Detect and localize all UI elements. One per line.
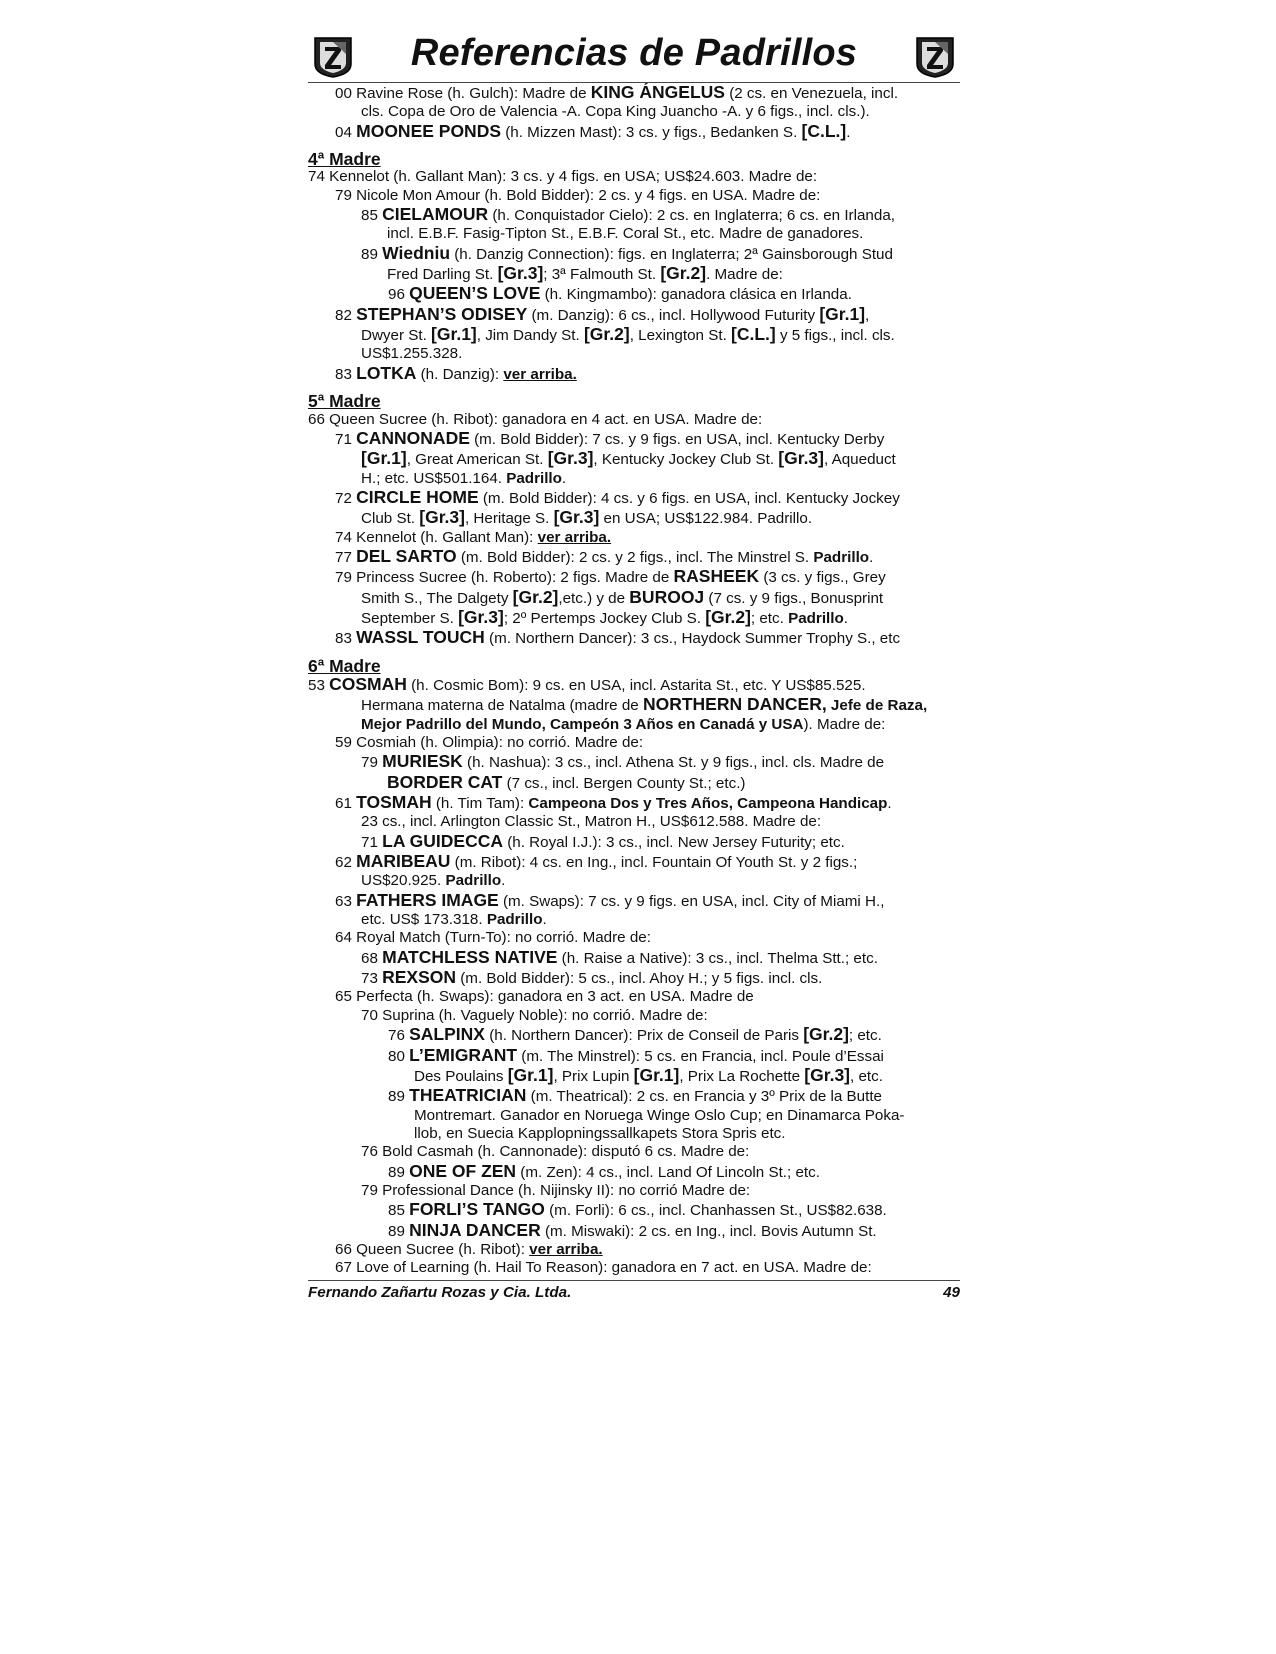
emphasis-text: Padrillo xyxy=(486,911,543,929)
pedigree-entry xyxy=(361,1182,960,1200)
horse-name: [Gr.1] xyxy=(431,324,477,345)
pedigree-entry xyxy=(361,948,960,968)
entry-text: 66 Queen Sucree (h. Ribot): xyxy=(335,1240,530,1258)
horse-name: [Gr.1] xyxy=(633,1064,680,1085)
entry-continuation xyxy=(361,508,960,528)
horse-name: [Gr.1] xyxy=(361,448,407,469)
entry-text: (2 cs. en Venezuela, incl. xyxy=(724,85,899,102)
horse-name: [Gr.2] xyxy=(803,1024,849,1045)
entry-text: . Madre de: xyxy=(706,266,783,284)
entry-text: 89 xyxy=(361,245,383,263)
entry-text: , Kentucky Jockey Club St. xyxy=(593,451,779,469)
entry-text: 74 Kennelot (h. Gallant Man): xyxy=(335,528,538,546)
entry-text: 66 Queen Sucree (h. Ribot): ganadora en 4 act. en USA. Madre de: xyxy=(308,410,763,428)
pedigree-entry xyxy=(361,968,960,988)
entry-text: , Prix Lupin xyxy=(553,1067,634,1085)
entry-text: Hermana materna de Natalma (madre de xyxy=(361,697,643,715)
horse-name: QUEEN’S LOVE xyxy=(409,283,541,304)
entry-text: (m. Bold Bidder): 7 cs. y 9 figs. en USA, incl. Kentucky Derby xyxy=(469,430,885,448)
horse-name: NINJA DANCER xyxy=(409,1219,541,1240)
pedigree-entry xyxy=(361,1007,960,1025)
entry-continuation xyxy=(387,225,960,243)
pedigree-entry xyxy=(335,1241,960,1259)
horse-name: LA GUIDECCA xyxy=(382,830,504,851)
pedigree-entry xyxy=(388,284,960,304)
pedigree-entry xyxy=(335,567,960,587)
pedigree-entry xyxy=(335,488,960,508)
entry-text: 79 Nicole Mon Amour (h. Bold Bidder): 2 cs. y 4 figs. en USA. Madre de: xyxy=(335,186,821,204)
horse-name: CIRCLE HOME xyxy=(356,486,479,507)
entry-text: (7 cs., incl. Bergen County St.; etc.) xyxy=(502,774,746,792)
entry-text: (h. Mizzen Mast): 3 cs. y figs., Bedanken S. xyxy=(501,123,802,141)
horse-name: FORLI’S TANGO xyxy=(409,1199,545,1220)
entry-text: Smith S., The Dalgety xyxy=(361,589,513,607)
entry-text: (h. Nashua): 3 cs., incl. Athena St. y 9 figs., incl. cls. Madre de xyxy=(462,754,885,772)
horse-name: RASHEEK xyxy=(673,566,760,587)
horse-name: [Gr.2] xyxy=(705,606,751,627)
entry-text: 79 Professional Dance (h. Nijinsky II): no corrió Madre de: xyxy=(361,1181,751,1199)
logo-icon xyxy=(914,34,956,78)
emphasis-text: Campeona Dos y Tres Años, Campeona Handicap xyxy=(528,795,888,813)
emphasis-text: Padrillo xyxy=(813,548,870,566)
entry-text: (h. Conquistador Cielo): 2 cs. en Inglaterra; 6 cs. en Irlanda, xyxy=(488,207,895,225)
pedigree-entry xyxy=(388,1025,960,1045)
horse-name: [Gr.3] xyxy=(497,263,544,284)
pedigree-entry xyxy=(335,305,960,325)
horse-name: TOSMAH xyxy=(356,792,432,813)
pedigree-entry xyxy=(335,793,960,813)
entry-text: 83 xyxy=(335,630,357,648)
entry-text: (m. Forli): 6 cs., incl. Chanhassen St., US$82.638. xyxy=(544,1202,887,1220)
entry-text: ; 3ª Falmouth St. xyxy=(543,266,661,284)
entry-text: . xyxy=(501,872,506,890)
emphasis-text: Padrillo xyxy=(788,609,844,627)
section-heading: 4ª Madre xyxy=(308,149,381,170)
entry-text: . xyxy=(843,609,848,627)
pedigree-entry xyxy=(335,547,960,567)
entry-text: 74 Kennelot (h. Gallant Man): 3 cs. y 4 figs. en USA; US$24.603. Madre de: xyxy=(308,168,818,186)
pedigree-entry xyxy=(388,1221,960,1241)
horse-name: NORTHERN DANCER, xyxy=(642,694,827,715)
entry-text: 80 xyxy=(388,1047,410,1065)
horse-name: [Gr.3] xyxy=(804,1064,851,1085)
horse-name: LOTKA xyxy=(356,362,417,383)
entry-text: y 5 figs., incl. cls. xyxy=(775,327,895,345)
entry-text: 76 xyxy=(388,1027,410,1045)
pedigree-entry xyxy=(388,1046,960,1066)
entry-text: ; 2º Pertemps Jockey Club S. xyxy=(503,609,706,627)
entry-text: 82 xyxy=(335,306,357,324)
entry-text: 89 xyxy=(388,1222,410,1240)
horse-name: ONE OF ZEN xyxy=(409,1160,517,1181)
pedigree-entry xyxy=(335,1259,960,1277)
horse-name: [Gr.1] xyxy=(507,1064,554,1085)
page-header xyxy=(308,28,960,83)
entry-continuation xyxy=(414,1107,960,1125)
pedigree-entry xyxy=(361,1143,960,1161)
horse-name: MATCHLESS NATIVE xyxy=(382,946,558,967)
pedigree-entry xyxy=(335,122,960,142)
entry-text: 59 Cosmiah (h. Olimpia): no corrió. Madre de: xyxy=(335,734,644,751)
entry-text: (h. Royal I.J.): 3 cs., incl. New Jersey Futurity; etc. xyxy=(503,833,845,851)
entry-text: , Heritage S. xyxy=(464,510,554,528)
entry-text: . xyxy=(869,548,874,566)
entry-text: 85 xyxy=(361,207,383,225)
entry-text: 96 xyxy=(388,286,410,304)
horse-name: MURIESK xyxy=(382,751,463,772)
pedigree-entry xyxy=(388,1200,960,1220)
entry-text: . xyxy=(561,469,567,487)
entry-text: ; etc. xyxy=(848,1027,882,1045)
emphasis-text: Padrillo xyxy=(506,469,562,487)
entry-text: , Prix La Rochette xyxy=(679,1067,805,1085)
horse-name: [Gr.3] xyxy=(419,507,465,528)
pedigree-entry xyxy=(308,675,960,695)
page xyxy=(308,28,960,1301)
entry-text: 73 xyxy=(361,970,383,988)
horse-name: [Gr.3] xyxy=(553,507,600,528)
entry-text: 71 xyxy=(361,833,383,851)
pedigree-entry xyxy=(335,628,960,648)
entry-text: (m. Northern Dancer): 3 cs., Haydock Summer Trophy S., etc xyxy=(484,630,901,648)
horse-name: MOONEE PONDS xyxy=(356,120,502,141)
entry-text: Fred Darling St. xyxy=(387,266,498,284)
pedigree-text xyxy=(308,83,960,1278)
pedigree-entry xyxy=(335,988,960,1006)
entry-continuation xyxy=(361,470,960,488)
horse-name: L’EMIGRANT xyxy=(409,1044,518,1065)
entry-continuation xyxy=(387,264,960,284)
entry-text: cls. Copa de Oro de Valencia -A. Copa King Juancho -A. y 6 figs., incl. cls.). xyxy=(361,103,870,121)
entry-text: US$1.255.328. xyxy=(361,345,463,363)
horse-name: [C.L.] xyxy=(731,324,776,345)
entry-text: 72 xyxy=(335,489,357,507)
pedigree-entry xyxy=(361,205,960,225)
entry-text: 70 Suprina (h. Vaguely Noble): no corrió. Madre de: xyxy=(361,1006,708,1024)
entry-text: , Jim Dandy St. xyxy=(476,327,584,345)
horse-name: [Gr.3] xyxy=(778,448,824,469)
pedigree-entry xyxy=(335,429,960,449)
entry-text: 00 Ravine Rose (h. Gulch): Madre de xyxy=(335,85,591,102)
horse-name: CANNONADE xyxy=(356,427,470,448)
entry-text: (7 cs. y 9 figs., Bonusprint xyxy=(704,589,884,607)
entry-continuation xyxy=(361,695,960,715)
horse-name: SALPINX xyxy=(409,1024,485,1045)
horse-name: [Gr.2] xyxy=(660,263,707,284)
entry-text: (m. Swaps): 7 cs. y 9 figs. en USA, incl. City of Miami H., xyxy=(498,892,885,910)
entry-text: Des Poulains xyxy=(414,1067,508,1085)
horse-name: BUROOJ xyxy=(629,586,705,607)
pedigree-entry xyxy=(361,832,960,852)
entry-text: US$20.925. xyxy=(361,872,446,890)
pedigree-entry xyxy=(308,168,960,186)
entry-continuation xyxy=(361,716,960,734)
horse-name: COSMAH xyxy=(329,673,407,694)
entry-continuation xyxy=(361,325,960,345)
entry-text: 67 Love of Learning (h. Hail To Reason): ganadora en 7 act. en USA. Madre de: xyxy=(335,1259,872,1277)
entry-text: 68 xyxy=(361,949,383,967)
horse-name: DEL SARTO xyxy=(356,545,457,566)
horse-name: KING ÁNGELUS xyxy=(590,82,725,102)
entry-text: 79 Princess Sucree (h. Roberto): 2 figs. Madre de xyxy=(335,569,674,587)
entry-continuation xyxy=(361,103,960,121)
emphasis-text: Jefe de Raza, xyxy=(826,697,928,715)
entry-continuation xyxy=(414,1125,960,1143)
page-footer xyxy=(308,1280,960,1301)
horse-name: FATHERS IMAGE xyxy=(356,889,499,910)
pedigree-entry xyxy=(335,852,960,872)
entry-text: . xyxy=(887,795,892,813)
pedigree-entry xyxy=(335,187,960,205)
entry-text: 63 xyxy=(335,892,357,910)
pedigree-entry xyxy=(361,244,960,264)
entry-text: , xyxy=(865,306,870,324)
entry-continuation xyxy=(361,345,960,363)
horse-name: MARIBEAU xyxy=(356,851,451,872)
entry-text: 77 xyxy=(335,548,357,566)
footer-company: Fernando Zañartu Rozas y Cia. Ltda. xyxy=(308,1283,572,1301)
entry-text: (h. Raise a Native): 3 cs., incl. Thelma Stt.; etc. xyxy=(557,949,878,967)
entry-text: 79 xyxy=(361,754,383,772)
entry-continuation xyxy=(414,1066,960,1086)
entry-text: 89 xyxy=(388,1163,410,1181)
entry-text: 89 xyxy=(388,1088,410,1106)
entry-text: , Great American St. xyxy=(406,451,548,469)
entry-text: 71 xyxy=(335,430,357,448)
pedigree-entry xyxy=(335,929,960,947)
emphasis-text: Mejor Padrillo del Mundo, Campeón 3 Años en Canadá y USA xyxy=(361,715,804,733)
horse-name: [Gr.2] xyxy=(583,324,630,345)
entry-text: ). Madre de: xyxy=(803,715,886,733)
pedigree-entry xyxy=(335,83,960,103)
entry-text: 76 Bold Casmah (h. Cannonade): disputó 6 cs. Madre de: xyxy=(361,1143,750,1161)
see-above-link[interactable]: ver arriba. xyxy=(503,365,577,383)
entry-text: (m. Miswaki): 2 cs. en Ing., incl. Bovis Autumn St. xyxy=(540,1222,877,1240)
entry-text: Dwyer St. xyxy=(361,327,432,345)
entry-text: Montremart. Ganador en Noruega Winge Oslo Cup; en Dinamarca Poka- xyxy=(414,1106,905,1124)
see-above-link[interactable]: ver arriba. xyxy=(529,1240,603,1258)
entry-text: 85 xyxy=(388,1202,410,1220)
entry-text: incl. E.B.F. Fasig-Tipton St., E.B.F. Coral St., etc. Madre de ganadores. xyxy=(387,225,864,243)
entry-continuation xyxy=(361,449,960,469)
pedigree-entry xyxy=(388,1162,960,1182)
entry-continuation xyxy=(361,911,960,929)
entry-text: (m. Ribot): 4 cs. en Ing., incl. Fountain Of Youth St. y 2 figs.; xyxy=(450,854,858,872)
entry-text: 23 cs., incl. Arlington Classic St., Matron H., US$612.588. Madre de: xyxy=(361,813,822,831)
pedigree-entry xyxy=(361,752,960,772)
pedigree-entry xyxy=(335,364,960,384)
entry-text: 53 xyxy=(308,676,330,694)
entry-text: (h. Northern Dancer): Prix de Conseil de Paris xyxy=(484,1027,804,1045)
pedigree-entry xyxy=(308,411,960,429)
entry-text: (h. Kingmambo): ganadora clásica en Irlanda. xyxy=(540,286,852,304)
pedigree-entry xyxy=(388,1086,960,1106)
entry-continuation xyxy=(361,872,960,890)
horse-name: BORDER CAT xyxy=(387,771,503,792)
horse-name: THEATRICIAN xyxy=(409,1085,527,1106)
entry-text: (3 cs. y figs., Grey xyxy=(759,569,886,587)
entry-text: (m. Danzig): 6 cs., incl. Hollywood Futurity xyxy=(527,306,820,324)
entry-text: 65 Perfecta (h. Swaps): ganadora en 3 act. en USA. Madre de xyxy=(335,988,754,1006)
pedigree-entry xyxy=(335,891,960,911)
entry-text: (h. Danzig Connection): figs. en Inglaterra; 2ª Gainsborough Stud xyxy=(450,245,893,263)
horse-name: [Gr.2] xyxy=(512,586,559,607)
entry-text: (m. Zen): 4 cs., incl. Land Of Lincoln St.; etc. xyxy=(516,1163,820,1181)
entry-text: (h. Danzig): xyxy=(416,365,504,383)
entry-text: 62 xyxy=(335,854,357,872)
entry-text: ; etc. xyxy=(750,609,789,627)
entry-text: (m. Bold Bidder): 4 cs. y 6 figs. en USA, incl. Kentucky Jockey xyxy=(478,489,900,507)
section-heading: 5ª Madre xyxy=(308,391,381,412)
entry-text: September S. xyxy=(361,609,459,627)
horse-name: [C.L.] xyxy=(801,120,847,141)
entry-text: etc. US$ 173.318. xyxy=(361,911,487,929)
entry-text: 64 Royal Match (Turn-To): no corrió. Madre de: xyxy=(335,929,651,947)
page-title: Referencias de Padrillos xyxy=(410,32,858,74)
entry-continuation xyxy=(361,813,960,831)
emphasis-text: Padrillo xyxy=(445,872,502,890)
entry-text: (h. Cosmic Bom): 9 cs. en USA, incl. Astarita St., etc. Y US$85.525. xyxy=(406,676,866,694)
entry-text: . xyxy=(846,123,851,141)
horse-name: REXSON xyxy=(382,967,457,988)
horse-name: CIELAMOUR xyxy=(382,204,489,225)
horse-name: STEPHAN’S ODISEY xyxy=(356,303,528,324)
section-heading: 6ª Madre xyxy=(308,655,381,676)
entry-text: 04 xyxy=(335,123,357,141)
pedigree-entry xyxy=(335,529,960,547)
horse-name: [Gr.1] xyxy=(819,303,866,324)
horse-name: [Gr.3] xyxy=(547,448,594,469)
see-above-link[interactable]: ver arriba. xyxy=(537,528,612,546)
entry-text: en USA; US$122.984. Padrillo. xyxy=(599,510,813,528)
entry-text: , etc. xyxy=(850,1067,883,1085)
entry-text: , Aqueduct xyxy=(824,451,896,469)
pedigree-entry xyxy=(335,734,960,752)
entry-text: (m. The Minstrel): 5 cs. en Francia, incl. Poule d’Essai xyxy=(517,1047,884,1065)
entry-text: (m. Bold Bidder): 5 cs., incl. Ahoy H.; y 5 figs. incl. cls. xyxy=(456,970,823,988)
entry-continuation xyxy=(387,773,960,793)
page-number: 49 xyxy=(943,1283,960,1301)
entry-text: (m. Theatrical): 2 cs. en Francia y 3º Prix de la Butte xyxy=(526,1088,882,1106)
entry-text: Club St. xyxy=(361,510,420,528)
entry-text: (h. Tim Tam): xyxy=(431,795,529,813)
entry-continuation xyxy=(361,608,960,628)
entry-text: H.; etc. US$501.164. xyxy=(361,469,507,487)
entry-text: , Lexington St. xyxy=(629,327,732,345)
entry-text: (m. Bold Bidder): 2 cs. y 2 figs., incl. The Minstrel S. xyxy=(456,548,814,566)
entry-text: llob, en Suecia Kapplopningssallkapets Stora Spris etc. xyxy=(414,1124,786,1142)
horse-name: WASSL TOUCH xyxy=(356,627,485,648)
entry-text: . xyxy=(542,911,547,929)
horse-name: Wiedniu xyxy=(382,242,451,263)
horse-name: [Gr.3] xyxy=(458,606,504,627)
entry-text: ,etc.) y de xyxy=(558,589,630,607)
entry-text: 61 xyxy=(335,795,357,813)
entry-text: 83 xyxy=(335,365,357,383)
entry-continuation xyxy=(361,588,960,608)
